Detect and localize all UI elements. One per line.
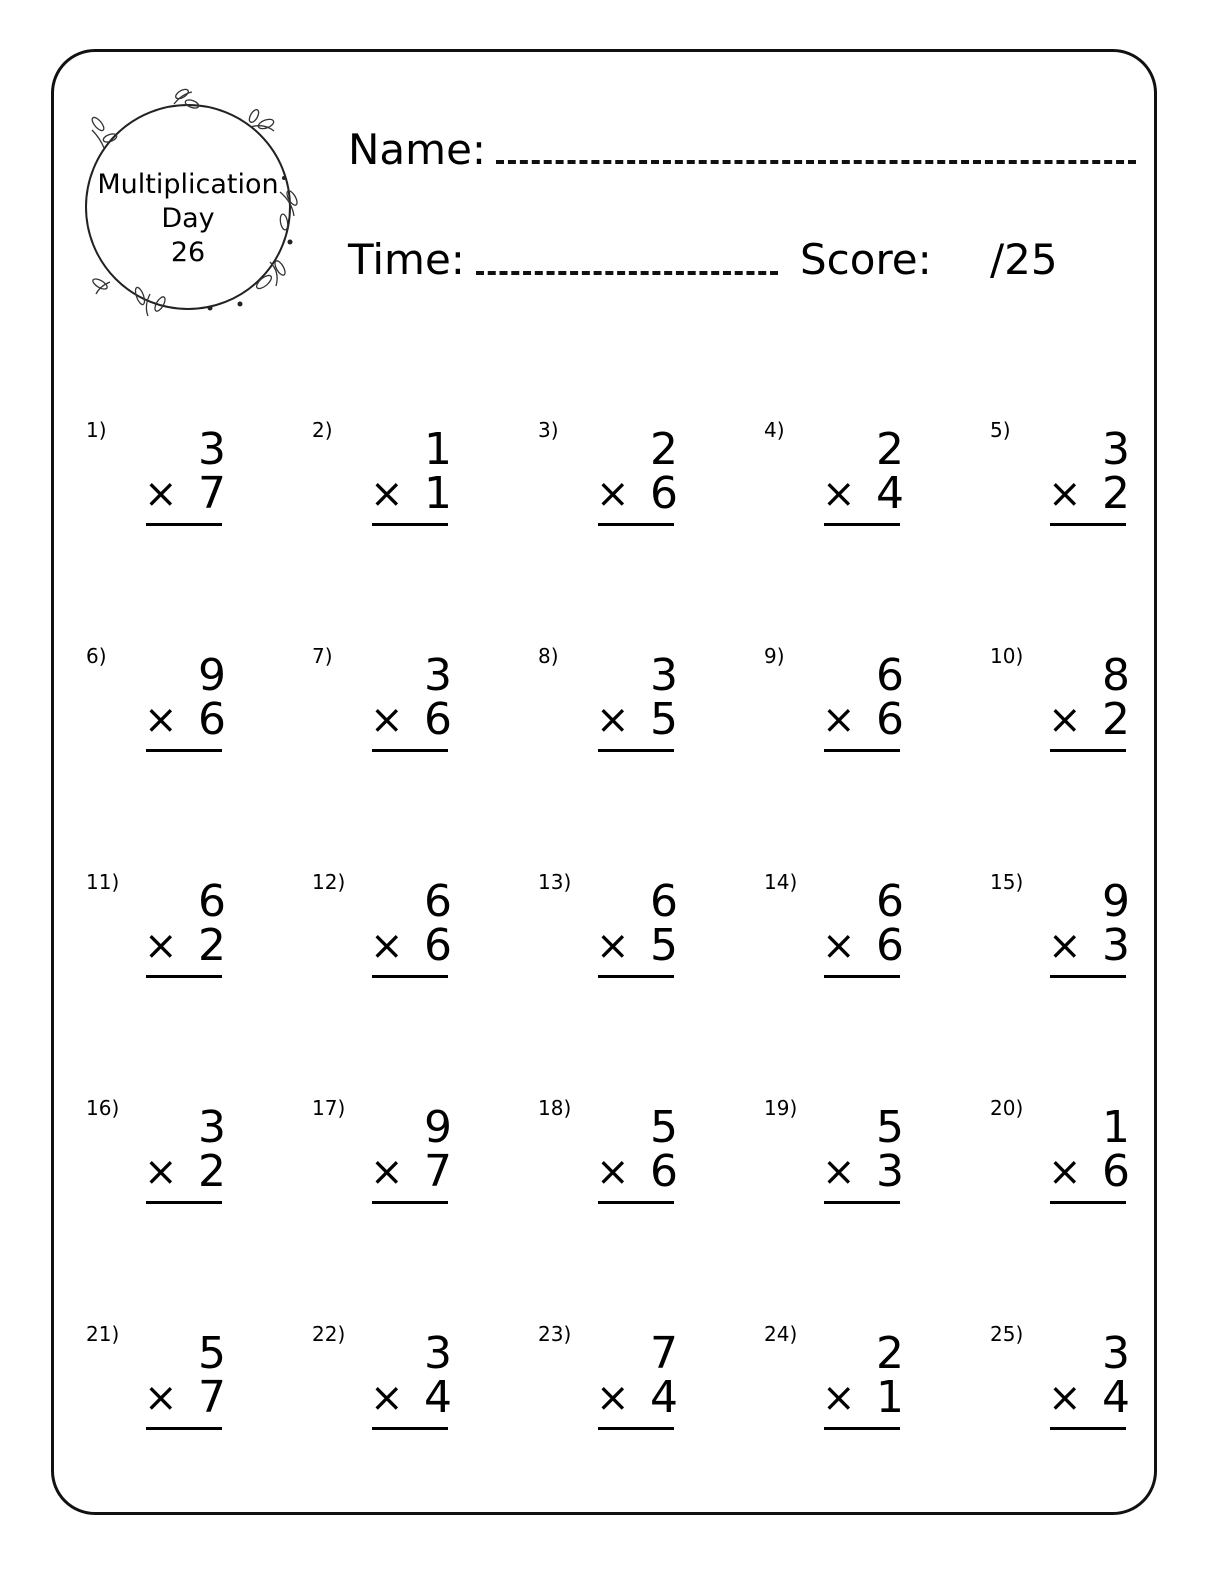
multiplier: 1	[876, 1372, 904, 1423]
multiplier: 2	[198, 1146, 226, 1197]
multiplicand: 1	[1102, 1102, 1130, 1153]
multiplier: 6	[650, 468, 678, 519]
times-sign: ×	[1048, 1375, 1082, 1421]
multiplicand: 3	[424, 1328, 452, 1379]
problem-number: 13)	[538, 870, 572, 894]
problem-number: 16)	[86, 1096, 120, 1120]
multiplicand: 2	[876, 1328, 904, 1379]
multiplier: 4	[1102, 1372, 1130, 1423]
multiplier: 3	[1102, 920, 1130, 971]
multiplicand: 1	[424, 424, 452, 475]
answer-line[interactable]	[372, 975, 448, 978]
multiplicand: 2	[876, 424, 904, 475]
multiplicand: 3	[198, 424, 226, 475]
times-sign: ×	[596, 923, 630, 969]
problem-3	[538, 418, 678, 578]
multiplier: 4	[876, 468, 904, 519]
problem-11	[86, 870, 226, 1030]
problem-16	[86, 1096, 226, 1256]
name-label: Name:	[348, 125, 487, 174]
badge-title-line: Multiplication	[97, 169, 279, 200]
times-sign: ×	[1048, 1149, 1082, 1195]
answer-line[interactable]	[146, 1201, 222, 1204]
multiplier: 7	[424, 1146, 452, 1197]
answer-line[interactable]	[372, 749, 448, 752]
multiplier: 7	[198, 1372, 226, 1423]
title-badge	[70, 82, 320, 322]
multiplier: 2	[1102, 694, 1130, 745]
answer-line[interactable]	[598, 749, 674, 752]
problem-9	[764, 644, 904, 804]
times-sign: ×	[822, 697, 856, 743]
multiplier: 2	[1102, 468, 1130, 519]
answer-line[interactable]	[598, 975, 674, 978]
problem-18	[538, 1096, 678, 1256]
multiplicand: 6	[198, 876, 226, 927]
multiplicand: 3	[1102, 424, 1130, 475]
problem-12	[312, 870, 452, 1030]
problem-number: 3)	[538, 418, 559, 442]
problem-number: 18)	[538, 1096, 572, 1120]
times-sign: ×	[370, 471, 404, 517]
time-field[interactable]	[476, 271, 778, 275]
times-sign: ×	[596, 697, 630, 743]
problem-21	[86, 1322, 226, 1482]
multiplicand: 2	[650, 424, 678, 475]
problem-4	[764, 418, 904, 578]
problem-8	[538, 644, 678, 804]
problem-10	[990, 644, 1130, 804]
problem-number: 23)	[538, 1322, 572, 1346]
problem-5	[990, 418, 1130, 578]
problem-number: 8)	[538, 644, 559, 668]
multiplicand: 3	[650, 650, 678, 701]
badge-day-number: 26	[170, 237, 206, 268]
multiplicand: 3	[424, 650, 452, 701]
multiplier: 2	[198, 920, 226, 971]
answer-line[interactable]	[598, 1427, 674, 1430]
times-sign: ×	[596, 471, 630, 517]
problem-number: 10)	[990, 644, 1024, 668]
times-sign: ×	[596, 1149, 630, 1195]
problem-number: 19)	[764, 1096, 798, 1120]
multiplicand: 6	[650, 876, 678, 927]
multiplier: 6	[876, 920, 904, 971]
times-sign: ×	[370, 697, 404, 743]
multiplicand: 7	[650, 1328, 678, 1379]
answer-line[interactable]	[824, 975, 900, 978]
times-sign: ×	[822, 923, 856, 969]
times-sign: ×	[1048, 697, 1082, 743]
answer-line[interactable]	[372, 523, 448, 526]
answer-line[interactable]	[1050, 975, 1126, 978]
multiplicand: 9	[1102, 876, 1130, 927]
answer-line[interactable]	[824, 523, 900, 526]
time-label: Time:	[348, 235, 465, 284]
problem-number: 5)	[990, 418, 1011, 442]
problem-number: 1)	[86, 418, 107, 442]
problem-number: 4)	[764, 418, 785, 442]
multiplicand: 5	[876, 1102, 904, 1153]
answer-line[interactable]	[1050, 1427, 1126, 1430]
problem-6	[86, 644, 226, 804]
problem-number: 11)	[86, 870, 120, 894]
answer-line[interactable]	[598, 1201, 674, 1204]
multiplicand: 9	[198, 650, 226, 701]
times-sign: ×	[370, 1375, 404, 1421]
answer-line[interactable]	[1050, 1201, 1126, 1204]
problem-number: 22)	[312, 1322, 346, 1346]
multiplier: 6	[424, 694, 452, 745]
multiplier: 4	[650, 1372, 678, 1423]
problem-13	[538, 870, 678, 1030]
problem-number: 15)	[990, 870, 1024, 894]
problem-19	[764, 1096, 904, 1256]
times-sign: ×	[144, 923, 178, 969]
times-sign: ×	[822, 1375, 856, 1421]
multiplier: 6	[650, 1146, 678, 1197]
problem-number: 6)	[86, 644, 107, 668]
problem-number: 25)	[990, 1322, 1024, 1346]
answer-line[interactable]	[146, 975, 222, 978]
times-sign: ×	[1048, 923, 1082, 969]
multiplicand: 5	[650, 1102, 678, 1153]
answer-line[interactable]	[372, 1201, 448, 1204]
problem-number: 17)	[312, 1096, 346, 1120]
multiplier: 1	[424, 468, 452, 519]
answer-line[interactable]	[372, 1427, 448, 1430]
problem-1	[86, 418, 226, 578]
problem-24	[764, 1322, 904, 1482]
problem-2	[312, 418, 452, 578]
times-sign: ×	[144, 471, 178, 517]
problem-number: 12)	[312, 870, 346, 894]
multiplier: 3	[876, 1146, 904, 1197]
multiplicand: 3	[198, 1102, 226, 1153]
times-sign: ×	[370, 1149, 404, 1195]
multiplier: 6	[198, 694, 226, 745]
times-sign: ×	[144, 1375, 178, 1421]
times-sign: ×	[596, 1375, 630, 1421]
multiplicand: 5	[198, 1328, 226, 1379]
times-sign: ×	[370, 923, 404, 969]
problem-number: 9)	[764, 644, 785, 668]
problem-23	[538, 1322, 678, 1482]
answer-line[interactable]	[146, 1427, 222, 1430]
problem-20	[990, 1096, 1130, 1256]
multiplicand: 6	[876, 650, 904, 701]
problem-number: 20)	[990, 1096, 1024, 1120]
problem-25	[990, 1322, 1130, 1482]
times-sign: ×	[144, 697, 178, 743]
multiplier: 6	[424, 920, 452, 971]
multiplicand: 6	[876, 876, 904, 927]
problem-number: 7)	[312, 644, 333, 668]
answer-line[interactable]	[598, 523, 674, 526]
problem-number: 24)	[764, 1322, 798, 1346]
multiplier: 6	[876, 694, 904, 745]
multiplier: 5	[650, 920, 678, 971]
problem-number: 2)	[312, 418, 333, 442]
problem-number: 14)	[764, 870, 798, 894]
problem-15	[990, 870, 1130, 1030]
answer-line[interactable]	[146, 749, 222, 752]
multiplicand: 3	[1102, 1328, 1130, 1379]
times-sign: ×	[822, 1149, 856, 1195]
answer-line[interactable]	[1050, 523, 1126, 526]
score-total: /25	[990, 235, 1058, 284]
problem-14	[764, 870, 904, 1030]
badge-day-label: Day	[161, 203, 215, 234]
problem-22	[312, 1322, 452, 1482]
multiplicand: 6	[424, 876, 452, 927]
answer-line[interactable]	[824, 1201, 900, 1204]
times-sign: ×	[144, 1149, 178, 1195]
answer-line[interactable]	[146, 523, 222, 526]
answer-line[interactable]	[824, 749, 900, 752]
name-field[interactable]	[496, 160, 1136, 164]
problem-number: 21)	[86, 1322, 120, 1346]
multiplicand: 9	[424, 1102, 452, 1153]
multiplicand: 8	[1102, 650, 1130, 701]
times-sign: ×	[1048, 471, 1082, 517]
score-label: Score:	[800, 235, 932, 284]
multiplier: 5	[650, 694, 678, 745]
times-sign: ×	[822, 471, 856, 517]
problem-17	[312, 1096, 452, 1256]
answer-line[interactable]	[824, 1427, 900, 1430]
multiplier: 6	[1102, 1146, 1130, 1197]
problem-7	[312, 644, 452, 804]
answer-line[interactable]	[1050, 749, 1126, 752]
multiplier: 4	[424, 1372, 452, 1423]
multiplier: 7	[198, 468, 226, 519]
